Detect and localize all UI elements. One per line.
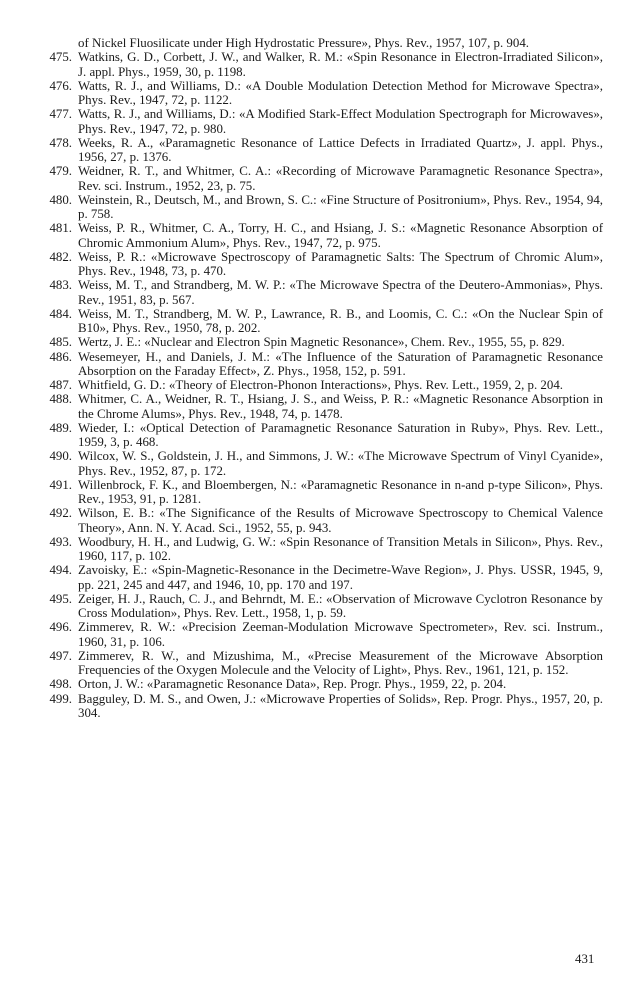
reference-number: 483. [49,278,72,293]
reference-text: Watts, R. J., and Williams, D.: «A Double Modulation Detection Method for Microwave Spectra», Phys. Rev., 1947, 72, p. 1122. [78,78,603,107]
reference-item [38,677,603,691]
reference-number: 486. [49,349,72,364]
reference-item [38,307,603,336]
reference-item [38,506,603,535]
reference-text: Weeks, R. A., «Paramagnetic Resonance of Lattice Defects in Irradiated Quartz», J. appl. Phys., 1956, 27, p. 1376. [78,135,603,164]
reference-item [38,421,603,450]
page-number: 431 [575,952,595,966]
reference-list [38,36,603,720]
reference-item [38,136,603,165]
reference-text: Weiss, P. R., Whitmer, C. A., Torry, H. C., and Hsiang, J. S.: «Magnetic Resonance Absorption of Chromic Ammonium Alum», Phys. Rev., 1947, 72, p. 975. [78,221,603,250]
reference-number: 491. [49,477,72,492]
reference-number: 499. [49,691,72,706]
reference-item [38,36,603,50]
reference-number: 480. [49,192,72,207]
reference-number: 497. [49,648,72,663]
reference-text: Willenbrock, F. K., and Bloembergen, N.: «Paramagnetic Resonance in n-and p-type Silicon», Phys. Rev., 1953, 91, p. 1281. [78,477,603,506]
reference-text: Whitmer, C. A., Weidner, R. T., Hsiang, J. S., and Weiss, P. R.: «Magnetic Resonance Absorption in the Chrome Alums», Phys. Rev., 1948, 74, p. 1478. [78,392,603,421]
reference-item [38,378,603,392]
reference-number: 489. [49,420,72,435]
reference-number: 494. [49,563,72,578]
reference-text: Zimmerev, R. W., and Mizushima, M., «Precise Measurement of the Microwave Absorption Frequencies of the Oxygen Molecule and the Velocity of Light», Phys. Rev., 1961, 121, p. 152. [78,648,603,677]
reference-number: 496. [49,620,72,635]
reference-text: Wilcox, W. S., Goldstein, J. H., and Simmons, J. W.: «The Microwave Spectrum of Vinyl Cyanide», Phys. Rev., 1952, 87, p. 172. [78,449,603,478]
reference-text: Weinstein, R., Deutsch, M., and Brown, S. C.: «Fine Structure of Positronium», Phys. Rev., 1954, 94, p. 758. [78,192,603,221]
reference-number: 495. [49,591,72,606]
reference-text: Zavoisky, E.: «Spin-Magnetic-Resonance in the Decimetre-Wave Region», J. Phys. USSR, 1945, 9, pp. 221, 245 and 447, and 1946, 10, pp. 170 and 197. [78,563,603,592]
reference-number: 481. [49,221,72,236]
reference-item [38,335,603,349]
reference-item [38,449,603,478]
reference-text: Wilson, E. B.: «The Significance of the Results of Microwave Spectroscopy to Chemical Valence Theory», Ann. N. Y. Acad. Sci., 1952, 55, p. 943. [78,506,603,535]
reference-item [38,107,603,136]
reference-number: 476. [49,78,72,93]
reference-number: 482. [49,249,72,264]
reference-text: Orton, J. W.: «Paramagnetic Resonance Data», Rep. Progr. Phys., 1959, 22, p. 204. [78,677,507,692]
reference-number: 488. [49,392,72,407]
reference-number: 492. [49,506,72,521]
reference-item [38,563,603,592]
reference-text: Woodbury, H. H., and Ludwig, G. W.: «Spin Resonance of Transition Metals in Silicon», Phys. Rev., 1960, 117, p. 102. [78,534,603,563]
reference-item [38,250,603,279]
reference-text: Wesemeyer, H., and Daniels, J. M.: «The Influence of the Saturation of Paramagnetic Resonance Absorption on the Faraday Effect», Z. Phys., 1958, 152, p. 591. [78,349,603,378]
reference-number: 493. [49,534,72,549]
reference-text: Whitfield, G. D.: «Theory of Electron-Phonon Interactions», Phys. Rev. Lett., 1959, 2, p. 204. [78,378,563,392]
reference-number: 490. [49,449,72,464]
reference-item [38,620,603,649]
reference-item [38,478,603,507]
reference-text: Weidner, R. T., and Whitmer, C. A.: «Recording of Microwave Paramagnetic Resonance Spectra», Rev. sci. Instrum., 1952, 23, p. 75. [78,164,603,193]
reference-number: 484. [49,306,72,321]
reference-text: Weiss, M. T., Strandberg, M. W. P., Lawrance, R. B., and Loomis, C. C.: «On the Nuclear Spin of B10», Phys. Rev., 1950, 78, p. 202. [78,306,603,335]
reference-item [38,649,603,678]
reference-item [38,350,603,379]
reference-item [38,79,603,108]
reference-text: Zimmerev, R. W.: «Precision Zeeman-Modulation Microwave Spectrometer», Rev. sci. Instrum., 1960, 31, p. 106. [78,620,603,649]
reference-item [38,221,603,250]
reference-item [38,193,603,222]
reference-text: Wertz, J. E.: «Nuclear and Electron Spin Magnetic Resonance», Chem. Rev., 1955, 55, p. 829. [78,335,565,350]
reference-number: 478. [49,135,72,150]
reference-text: Weiss, M. T., and Strandberg, M. W. P.: «The Microwave Spectra of the Deutero-Ammonias», Phys. Rev., 1951, 83, p. 567. [78,278,603,307]
reference-item [38,50,603,79]
reference-item [38,278,603,307]
reference-item [38,592,603,621]
reference-number: 498. [49,677,72,692]
reference-number: 479. [49,164,72,179]
reference-number: 477. [49,107,72,122]
reference-text: Bagguley, D. M. S., and Owen, J.: «Microwave Properties of Solids», Rep. Progr. Phys., 1957, 20, p. 304. [78,691,603,720]
reference-text: Weiss, P. R.: «Microwave Spectroscopy of Paramagnetic Salts: The Spectrum of Chromic Alum», Phys. Rev., 1948, 73, p. 470. [78,249,603,278]
reference-text: of Nickel Fluosilicate under High Hydrostatic Pressure», Phys. Rev., 1957, 107, p. 904. [78,36,529,50]
reference-number: 485. [49,335,72,350]
reference-item [38,164,603,193]
reference-text: Watkins, G. D., Corbett, J. W., and Walker, R. M.: «Spin Resonance in Electron-Irradiated Silicon», J. appl. Phys., 1959, 30, p. 1198. [78,50,603,79]
reference-text: Wieder, I.: «Optical Detection of Paramagnetic Resonance Saturation in Ruby», Phys. Rev. Lett., 1959, 3, p. 468. [78,420,603,449]
reference-item [38,692,603,721]
reference-item [38,535,603,564]
reference-text: Watts, R. J., and Williams, D.: «A Modified Stark-Effect Modulation Spectrograph for Microwaves», Phys. Rev., 1947, 72, p. 980. [78,107,603,136]
reference-number: 475. [49,50,72,65]
reference-text: Zeiger, H. J., Rauch, C. J., and Behrndt, M. E.: «Observation of Microwave Cyclotron Resonance by Cross Modulation», Phys. Rev. Lett., 1958, 1, p. 59. [78,591,603,620]
reference-number: 487. [49,378,72,392]
reference-item [38,392,603,421]
